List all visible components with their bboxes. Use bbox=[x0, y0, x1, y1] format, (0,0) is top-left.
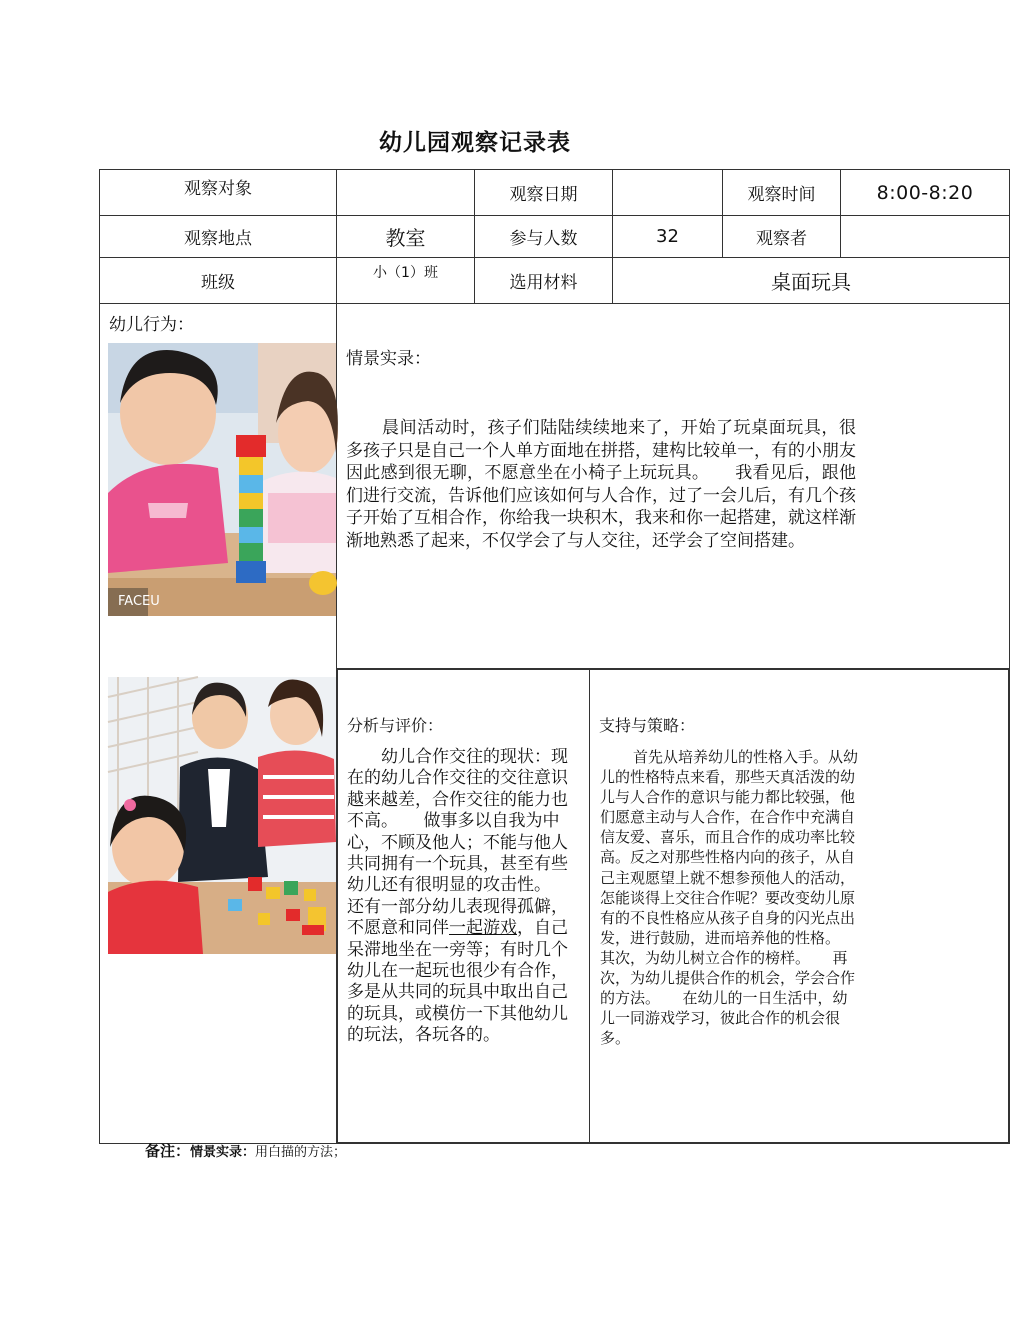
photo-2-image bbox=[108, 677, 336, 954]
analysis-label: 分析与评价： bbox=[347, 716, 444, 735]
activity-photo-2 bbox=[108, 677, 336, 954]
subject-label: 观察对象 bbox=[100, 170, 337, 216]
note-text: 用白描的方法； bbox=[255, 1145, 347, 1160]
footnote bbox=[145, 1140, 346, 1161]
scene-label: 情景实录： bbox=[346, 349, 431, 369]
count-label: 参与人数 bbox=[475, 216, 613, 258]
class-value[interactable]: 小（1）班 bbox=[337, 258, 475, 304]
photo-1-watermark: FACEU bbox=[118, 594, 160, 609]
body-row-1 bbox=[100, 304, 1010, 669]
place-value[interactable]: 教室 bbox=[337, 216, 475, 258]
analysis-text-part-2: ，自己呆滞地坐在一旁等；有时几个幼儿在一起玩也很少有合作，多是从共同的玩具中取出自己的玩具，或模仿一下其他幼儿的玩法，各玩各的。 bbox=[347, 918, 568, 1046]
form-title: 幼儿园观察记录表 bbox=[379, 130, 571, 156]
material-label: 选用材料 bbox=[475, 258, 613, 304]
subject-value[interactable] bbox=[337, 170, 475, 216]
scene-record-cell bbox=[337, 304, 1010, 669]
scene-text: 晨间活动时，孩子们陆陆续续地来了，开始了玩桌面玩具，很多孩子只是自己一个人单方面地在拼搭，建构比较单一，有的小朋友因此感到很无聊，不愿意坐在小椅子上玩玩具。 我看见后，跟他们进行交流，告诉他们应该如何与人合作，过了一会儿后，有几个孩子开始了互相合作，你给我一块积木，我来和你一起搭建，就这样渐渐地熟悉了起来，不仅学会了与人交往，还学会了空间搭建。 bbox=[346, 418, 856, 551]
support-label: 支持与策略： bbox=[599, 716, 696, 735]
analysis-support-table bbox=[337, 669, 1009, 1143]
header-row-2 bbox=[100, 216, 1010, 258]
analysis-support-cell bbox=[337, 669, 1010, 1144]
header-row-3 bbox=[100, 258, 1010, 304]
behavior-label: 幼儿行为： bbox=[109, 315, 194, 335]
behavior-cell bbox=[100, 304, 337, 1144]
date-label: 观察日期 bbox=[475, 170, 613, 216]
activity-photo-1 bbox=[108, 343, 336, 616]
analysis-underlined-text: 一起游戏 bbox=[449, 918, 517, 939]
class-label: 班级 bbox=[100, 258, 337, 304]
analysis-text bbox=[347, 747, 579, 1047]
observer-value[interactable] bbox=[841, 216, 1010, 258]
observer-label: 观察者 bbox=[723, 216, 841, 258]
count-value[interactable]: 32 bbox=[613, 216, 723, 258]
observation-table bbox=[99, 169, 1010, 1144]
photo-1-image bbox=[108, 343, 336, 616]
time-label: 观察时间 bbox=[723, 170, 841, 216]
note-key: 情景实录： bbox=[190, 1145, 256, 1160]
note-label: 备注： bbox=[145, 1142, 191, 1160]
analysis-cell bbox=[338, 670, 590, 1143]
material-value[interactable]: 桌面玩具 bbox=[613, 258, 1010, 304]
analysis-text-part-1: 幼儿合作交往的现状：现在的幼儿合作交往的交往意识越来越差，合作交往的能力也不高。 做事多以自我为中心，不顾及他人；不能与他人共同拥有一个玩具，甚至有些幼儿还有很明显的攻击性。 还有一部分幼儿表现得孤僻，不愿意和同伴 bbox=[347, 747, 577, 939]
support-text: 首先从培养幼儿的性格入手。从幼儿的性格特点来看，那些天真活泼的幼儿与人合作的意识与能力都比较强，他们愿意主动与人合作，在合作中充满自信友爱、喜乐，而且合作的成功率比较高。反之对那些性格内向的孩子，从自己主观愿望上就不想参预他人的活动，怎能谈得上交往合作呢？要改变幼儿原有的不良性格应从孩子自身的闪光点出发，进行鼓励，进而培养他的性格。 其次，为幼儿树立合作的榜样。 再次，为幼儿提供合作的机会，学会合作的方法。 在幼儿的一日生活中，幼儿一同游戏学习，彼此合作的机会很多。 bbox=[600, 748, 863, 1048]
header-row-1 bbox=[100, 170, 1010, 216]
place-label: 观察地点 bbox=[100, 216, 337, 258]
time-value[interactable]: 8:00-8:20 bbox=[841, 170, 1010, 216]
support-cell bbox=[590, 670, 1009, 1143]
date-value[interactable] bbox=[613, 170, 723, 216]
